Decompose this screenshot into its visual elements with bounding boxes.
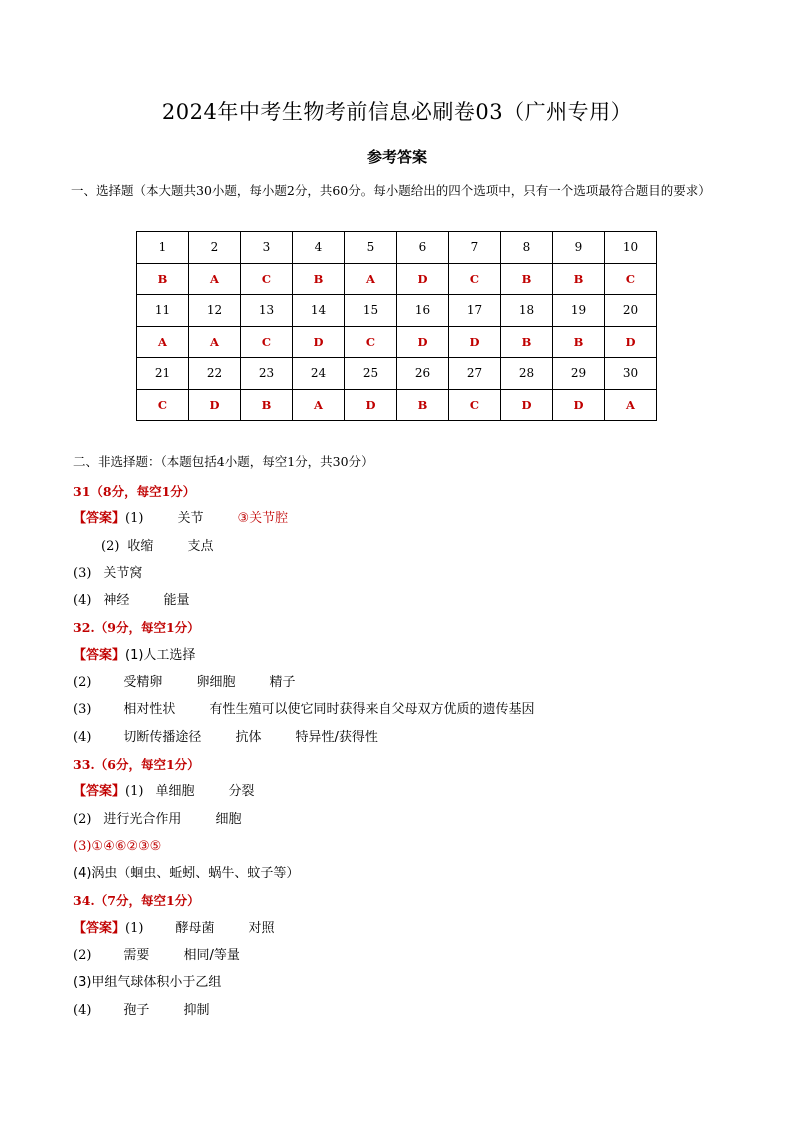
q34-l2-num: (2) bbox=[73, 948, 92, 964]
q31-l2-num: (2) bbox=[101, 538, 120, 554]
q32-l3-num: (3) bbox=[73, 702, 92, 718]
answer-letter: B bbox=[501, 326, 553, 358]
question-number: 26 bbox=[397, 358, 449, 390]
answer-tag: 【答案】 bbox=[73, 647, 126, 663]
question-number: 6 bbox=[397, 232, 449, 264]
q32-line-3 bbox=[73, 696, 753, 723]
question-number: 5 bbox=[345, 232, 397, 264]
question-number: 12 bbox=[189, 295, 241, 327]
answer-letter: A bbox=[189, 326, 241, 358]
q34-l1-num: (1) bbox=[125, 920, 144, 936]
answer-letter: C bbox=[345, 326, 397, 358]
answer-letter: D bbox=[397, 326, 449, 358]
answer-letter: D bbox=[501, 389, 553, 421]
question-number: 22 bbox=[189, 358, 241, 390]
q34-l1-a: 酵母菌 bbox=[175, 920, 215, 936]
q31-l3-num: (3) bbox=[73, 565, 92, 581]
q33-line-4: (4)涡虫（蛔虫、蚯蚓、蜗牛、蚊子等） bbox=[73, 866, 300, 882]
q31-line-2 bbox=[73, 533, 753, 560]
answer-tag: 【答案】 bbox=[73, 920, 126, 936]
non-choice-answers bbox=[73, 478, 753, 1024]
question-number: 14 bbox=[293, 295, 345, 327]
q31-l4-num: (4) bbox=[73, 593, 92, 609]
question-number: 30 bbox=[605, 358, 657, 390]
q34-line-4 bbox=[73, 997, 753, 1024]
answer-letter: C bbox=[449, 263, 501, 295]
question-33-heading: 33.（6分，每空1分） bbox=[73, 756, 200, 772]
answer-letter: D bbox=[553, 389, 605, 421]
question-number: 11 bbox=[137, 295, 189, 327]
section-1-heading: 一、选择题（本大题共30小题，每小题2分，共60分。每小题给出的四个选项中，只有一个选项最符合题目的要求） bbox=[71, 183, 711, 198]
question-number: 16 bbox=[397, 295, 449, 327]
answer-letter: C bbox=[241, 326, 293, 358]
answer-letter: C bbox=[605, 263, 657, 295]
answer-letter: B bbox=[397, 389, 449, 421]
section-2-heading: 二、非选择题：（本题包括4小题，每空1分，共30分） bbox=[73, 454, 374, 469]
answer-table bbox=[136, 231, 657, 421]
question-number: 9 bbox=[553, 232, 605, 264]
answer-letter: D bbox=[449, 326, 501, 358]
q34-line-1 bbox=[73, 915, 753, 942]
q32-line-4 bbox=[73, 724, 753, 751]
question-number: 10 bbox=[605, 232, 657, 264]
q32-l2-b: 卵细胞 bbox=[196, 675, 236, 691]
table-row-numbers bbox=[137, 295, 657, 327]
answer-letter: B bbox=[501, 263, 553, 295]
answer-letter: C bbox=[449, 389, 501, 421]
question-number: 25 bbox=[345, 358, 397, 390]
q32-line-1 bbox=[73, 642, 753, 669]
answer-tag: 【答案】 bbox=[73, 784, 126, 800]
answer-letter: A bbox=[293, 389, 345, 421]
q34-l2-b: 相同/等量 bbox=[183, 948, 240, 964]
q31-l4-a: 神经 bbox=[103, 593, 130, 609]
q34-l4-num: (4) bbox=[73, 1002, 92, 1018]
q33-line-1 bbox=[73, 778, 753, 805]
answer-letter: C bbox=[137, 389, 189, 421]
question-number: 24 bbox=[293, 358, 345, 390]
question-number: 8 bbox=[501, 232, 553, 264]
q32-l4-b: 抗体 bbox=[235, 729, 262, 745]
question-32-heading: 32.（9分，每空1分） bbox=[73, 620, 200, 636]
question-number: 29 bbox=[553, 358, 605, 390]
q31-l2-a: 收缩 bbox=[127, 538, 154, 554]
q31-l2-b: 支点 bbox=[187, 538, 214, 554]
question-number: 27 bbox=[449, 358, 501, 390]
q31-l1-num: (1) bbox=[125, 511, 144, 527]
answer-letter: D bbox=[605, 326, 657, 358]
answer-letter: D bbox=[189, 389, 241, 421]
q32-l3-b: 有性生殖可以使它同时获得来自父母双方优质的遗传基因 bbox=[209, 702, 535, 718]
q34-l2-a: 需要 bbox=[123, 948, 150, 964]
answer-letter: A bbox=[189, 263, 241, 295]
q31-l3-a: 关节窝 bbox=[103, 565, 143, 581]
q32-l4-c: 特异性/获得性 bbox=[295, 729, 378, 745]
question-number: 19 bbox=[553, 295, 605, 327]
q31-l4-b: 能量 bbox=[163, 593, 190, 609]
table-row-numbers bbox=[137, 232, 657, 264]
question-number: 28 bbox=[501, 358, 553, 390]
answer-letter: D bbox=[397, 263, 449, 295]
question-number: 3 bbox=[241, 232, 293, 264]
table-row-answers bbox=[137, 326, 657, 358]
answer-letter: C bbox=[241, 263, 293, 295]
page-subtitle: 参考答案 bbox=[366, 148, 427, 166]
q32-l4-a: 切断传播途径 bbox=[123, 729, 202, 745]
table-row-answers bbox=[137, 263, 657, 295]
question-31-heading: 31（8分，每空1分） bbox=[73, 484, 196, 499]
question-34-heading: 34.（7分，每空1分） bbox=[73, 893, 200, 909]
question-number: 17 bbox=[449, 295, 501, 327]
answer-letter: B bbox=[553, 326, 605, 358]
q31-line-3 bbox=[73, 560, 753, 587]
question-number: 21 bbox=[137, 358, 189, 390]
q32-l2-a: 受精卵 bbox=[123, 675, 163, 691]
question-number: 20 bbox=[605, 295, 657, 327]
q31-line-1 bbox=[73, 505, 753, 532]
question-number: 1 bbox=[137, 232, 189, 264]
answer-letter: B bbox=[553, 263, 605, 295]
answer-letter: D bbox=[293, 326, 345, 358]
q32-l2-c: 精子 bbox=[269, 675, 296, 691]
answer-letter: A bbox=[345, 263, 397, 295]
q31-l1-b: ③关节腔 bbox=[237, 511, 289, 527]
q33-l1-num: (1) bbox=[125, 784, 144, 800]
table-row-numbers bbox=[137, 358, 657, 390]
q31-line-4 bbox=[73, 587, 753, 614]
answer-letter: A bbox=[605, 389, 657, 421]
q34-l4-b: 抑制 bbox=[183, 1002, 210, 1018]
q33-l2-a: 进行光合作用 bbox=[103, 811, 182, 827]
q32-line-2 bbox=[73, 669, 753, 696]
q34-l4-a: 孢子 bbox=[123, 1002, 150, 1018]
q33-l2-num: (2) bbox=[73, 811, 92, 827]
question-number: 2 bbox=[189, 232, 241, 264]
question-number: 18 bbox=[501, 295, 553, 327]
answer-letter: B bbox=[293, 263, 345, 295]
q34-line-2 bbox=[73, 942, 753, 969]
q32-l3-a: 相对性状 bbox=[123, 702, 176, 718]
q33-l1-a: 单细胞 bbox=[155, 784, 195, 800]
answer-tag: 【答案】 bbox=[73, 511, 126, 527]
q33-line-3: (3)①④⑥②③⑤ bbox=[73, 838, 162, 854]
answer-letter: D bbox=[345, 389, 397, 421]
question-number: 7 bbox=[449, 232, 501, 264]
page-title: 2024年中考生物考前信息必刷卷03（广州专用） bbox=[161, 100, 633, 124]
q33-l1-b: 分裂 bbox=[228, 784, 255, 800]
question-number: 4 bbox=[293, 232, 345, 264]
question-number: 13 bbox=[241, 295, 293, 327]
q34-line-3: (3)甲组气球体积小于乙组 bbox=[73, 975, 222, 991]
q32-l1: (1)人工选择 bbox=[125, 647, 196, 663]
q32-l4-num: (4) bbox=[73, 729, 92, 745]
question-number: 23 bbox=[241, 358, 293, 390]
q32-l2-num: (2) bbox=[73, 675, 92, 691]
answer-letter: B bbox=[241, 389, 293, 421]
answer-letter: B bbox=[137, 263, 189, 295]
answer-letter: A bbox=[137, 326, 189, 358]
question-number: 15 bbox=[345, 295, 397, 327]
q34-l1-b: 对照 bbox=[248, 920, 275, 936]
q33-l2-b: 细胞 bbox=[215, 811, 242, 827]
q33-line-2 bbox=[73, 806, 753, 833]
table-row-answers bbox=[137, 389, 657, 421]
q31-l1-a: 关节 bbox=[177, 511, 204, 527]
